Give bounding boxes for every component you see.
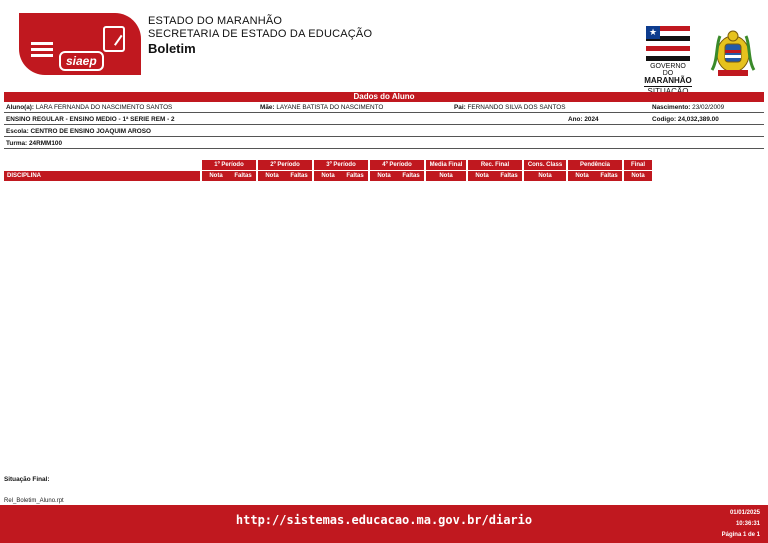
period-header: 3º Período (314, 160, 368, 170)
course-row (4, 115, 764, 125)
column-header: Nota (524, 171, 566, 181)
turma-label: Turma: (6, 140, 28, 147)
speed-lines-icon (31, 42, 53, 60)
page-footer (0, 505, 768, 543)
pai-label: Pai: (454, 104, 466, 111)
government-logo (644, 26, 692, 95)
column-header: Faltas (596, 171, 622, 181)
class-row (4, 139, 764, 149)
class-code: 24RMM100 (28, 140, 63, 147)
period-header: Final (624, 160, 652, 170)
column-header: Nota (258, 171, 286, 181)
column-header: Nota (468, 171, 496, 181)
page-number: Página 1 de 1 (721, 532, 760, 538)
page-title: Boletim (148, 41, 196, 56)
report-header (0, 0, 768, 92)
column-header: Nota (568, 171, 596, 181)
aluno-label: Aluno(a): (6, 104, 35, 111)
siaep-logo (19, 13, 141, 75)
state-name: ESTADO DO MARANHÃO (148, 15, 283, 27)
period-header: 4º Período (370, 160, 424, 170)
escola-label: Escola: (6, 128, 29, 135)
column-header: Faltas (398, 171, 424, 181)
column-header: Nota (314, 171, 342, 181)
column-header: Nota (624, 171, 652, 181)
gov-line1: GOVERNO DO (650, 63, 686, 77)
student-data-title: Dados do Aluno (4, 92, 764, 102)
column-header: Nota (370, 171, 398, 181)
course-name: ENSINO REGULAR - ENSINO MEDIO - 1ª SERIE REM - 2 (6, 116, 175, 123)
final-status-label: Situação Final: (4, 476, 50, 483)
column-header: Faltas (496, 171, 522, 181)
school-year: 2024 (584, 116, 599, 123)
column-header: Faltas (342, 171, 368, 181)
period-header: Cons. Class (524, 160, 566, 170)
column-header: Nota (202, 171, 230, 181)
column-header: Nota (426, 171, 466, 181)
print-time: 10:36:31 (735, 521, 760, 527)
school-row (4, 127, 764, 137)
period-header: 1º Período (202, 160, 256, 170)
codigo-label: Codigo: (652, 116, 677, 123)
nasc-label: Nascimento: (652, 104, 691, 111)
student-code: 24,032,389.00 (677, 116, 719, 123)
secretariat-name: SECRETARIA DE ESTADO DA EDUCAÇÃO (148, 28, 373, 40)
mae-label: Mãe: (260, 104, 275, 111)
logo-label: siaep (59, 51, 104, 71)
state-coat-of-arms-icon (706, 24, 760, 80)
document-pen-icon (103, 26, 125, 52)
school-name: CENTRO DE ENSINO JOAQUIM AROSO (30, 128, 152, 135)
mother-name: LAYANE BATISTA DO NASCIMENTO (276, 104, 384, 111)
period-header: Pendência (568, 160, 622, 170)
period-header: Rec. Final (468, 160, 522, 170)
period-header: 2º Período (258, 160, 312, 170)
birth-date: 23/02/2009 (692, 104, 725, 111)
father-name: FERNANDO SILVA DOS SANTOS (467, 104, 566, 111)
system-url: http://sistemas.educacao.ma.gov.br/diario (235, 513, 533, 527)
period-header: Media Final (426, 160, 466, 170)
maranhao-flag-icon: ★ (646, 26, 690, 62)
header-text (148, 15, 372, 57)
gov-line2: MARANHÃO (644, 76, 692, 85)
student-name: LARA FERNANDA DO NASCIMENTO SANTOS (35, 104, 173, 111)
ano-label: Ano: (568, 116, 583, 123)
discipline-column-header: DISCIPLINA (4, 171, 200, 181)
column-header: Faltas (230, 171, 256, 181)
student-parents-row (4, 103, 764, 113)
column-header: Faltas (286, 171, 312, 181)
print-meta (722, 508, 760, 541)
print-date: 01/01/2025 (729, 510, 760, 516)
report-file-name: Rel_Boletim_Aluno.rpt (4, 498, 64, 504)
